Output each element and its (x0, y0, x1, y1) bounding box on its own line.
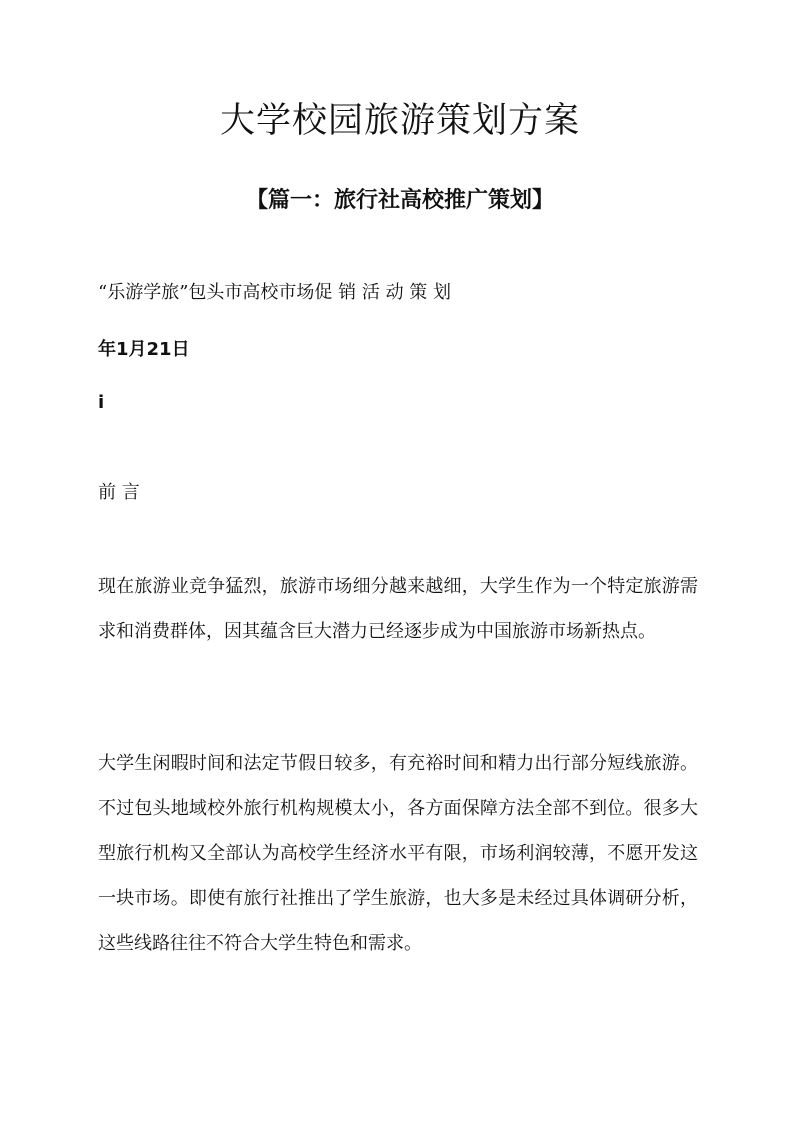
date-line: 年1月21日 (98, 339, 190, 360)
paragraph-2: 大学生闲暇时间和法定节假日较多，有充裕时间和精力出行部分短线旅游。不过包头地域校外旅行机构规模太小，各方面保障方法全部不到位。很多大型旅行机构又全部认为高校学生经济水平有限，市场利润较薄，不愿开发这一块市场。即使有旅行社推出了学生旅游，也大多是未经过具体调研分析，这些线路往往不符合大学生特色和需求。 (98, 753, 698, 954)
document-title: 大学校园旅游策划方案 (219, 101, 580, 141)
paragraph-1: 现在旅游业竞争猛烈，旅游市场细分越来越细，大学生作为一个特定旅游需求和消费群体，因其蕴含巨大潜力已经逐步成为中国旅游市场新热点。 (98, 576, 698, 642)
document-subtitle: 【篇一：旅行社高校推广策划】 (245, 187, 554, 213)
plan-heading: “乐游学旅”包头市高校市场促 销 活 动 策 划 (98, 282, 452, 303)
marker-text: i (98, 392, 105, 413)
preface-heading: 前 言 (98, 482, 140, 503)
